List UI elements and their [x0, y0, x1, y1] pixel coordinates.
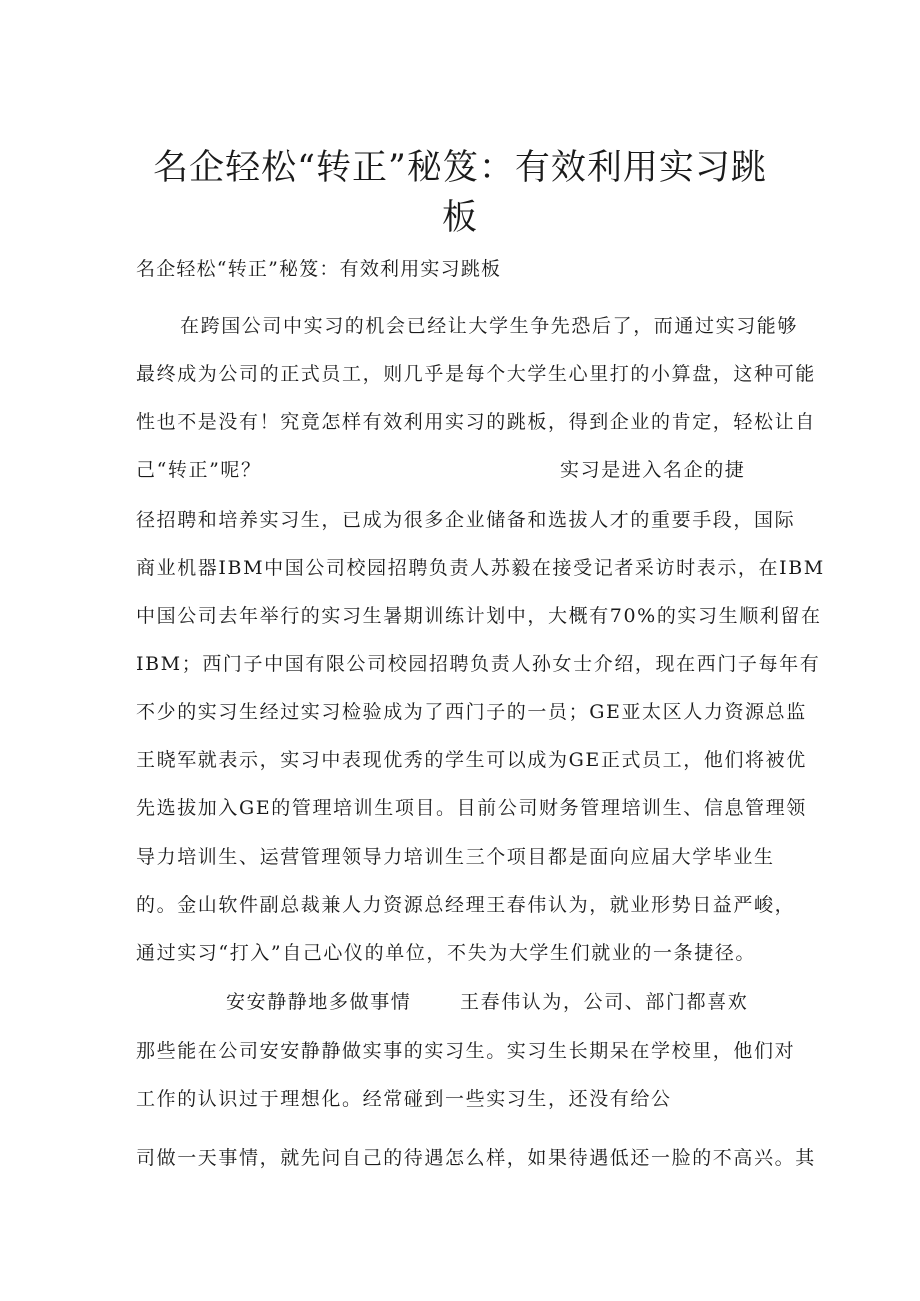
paragraph-1-line-1: 在跨国公司中实习的机会已经让大学生争先恐后了，而通过实习能够 [180, 315, 799, 337]
paragraph-1-line-2: 最终成为公司的正式员工，则几乎是每个大学生心里打的小算盘，这种可能 [136, 363, 816, 385]
paragraph-2-line-10: 通过实习“打入”自己心仪的单位，不失为大学生们就业的一条捷径。 [136, 942, 757, 964]
paragraph-1-line-3: 性也不是没有！究竟怎样有效利用实习的跳板，得到企业的肯定，轻松让自 [136, 411, 816, 433]
paragraph-2-line-5: 不少的实习生经过实习检验成为了西门子的一员；GE亚太区人力资源总监 [136, 701, 807, 723]
paragraph-2-line-3: 中国公司去年举行的实习生暑期训练计划中，大概有70%的实习生顺利留在 [136, 605, 822, 627]
paragraph-2-line-7: 先选拔加入GE的管理培训生项目。目前公司财务管理培训生、信息管理领 [136, 797, 807, 819]
section-heading-2: 安安静静地多做事情 [226, 991, 412, 1013]
paragraph-1-end: 己“转正”呢？ [136, 459, 262, 481]
document-title-line-2: 板 [441, 198, 478, 238]
paragraph-2-line-8: 导力培训生、运营管理领导力培训生三个项目都是面向应届大学毕业生 [136, 846, 775, 868]
paragraph-2-line-4: IBM；西门子中国有限公司校园招聘负责人孙女士介绍，现在西门子每年有 [136, 653, 821, 675]
paragraph-3-start: 王春伟认为，公司、部门都喜欢 [460, 991, 749, 1013]
paragraph-2-line-9: 的。金山软件副总裁兼人力资源总经理王春伟认为，就业形势日益严峻， [136, 894, 796, 916]
paragraph-3-line-2: 工作的认识过于理想化。经常碰到一些实习生，还没有给公 [136, 1088, 672, 1110]
document-subtitle: 名企轻松“转正”秘笈：有效利用实习跳板 [136, 258, 502, 280]
paragraph-3-line-3: 司做一天事情，就先问自己的待遇怎么样，如果待遇低还一脸的不高兴。其 [136, 1147, 816, 1169]
paragraph-2-line-1: 径招聘和培养实习生，已成为很多企业储备和选拔人才的重要手段，国际 [136, 509, 796, 531]
paragraph-3-line-1: 那些能在公司安安静静做实事的实习生。实习生长期呆在学校里，他们对 [136, 1040, 796, 1062]
section-heading-1: 实习是进入名企的捷 [560, 459, 746, 481]
document-title-line-1: 名企轻松“转正”秘笈：有效利用实习跳 [153, 148, 767, 188]
paragraph-2-line-6: 王晓军就表示，实习中表现优秀的学生可以成为GE正式员工，他们将被优 [136, 749, 807, 771]
paragraph-2-line-2: 商业机器IBM中国公司校园招聘负责人苏毅在接受记者采访时表示，在IBM [136, 557, 825, 579]
